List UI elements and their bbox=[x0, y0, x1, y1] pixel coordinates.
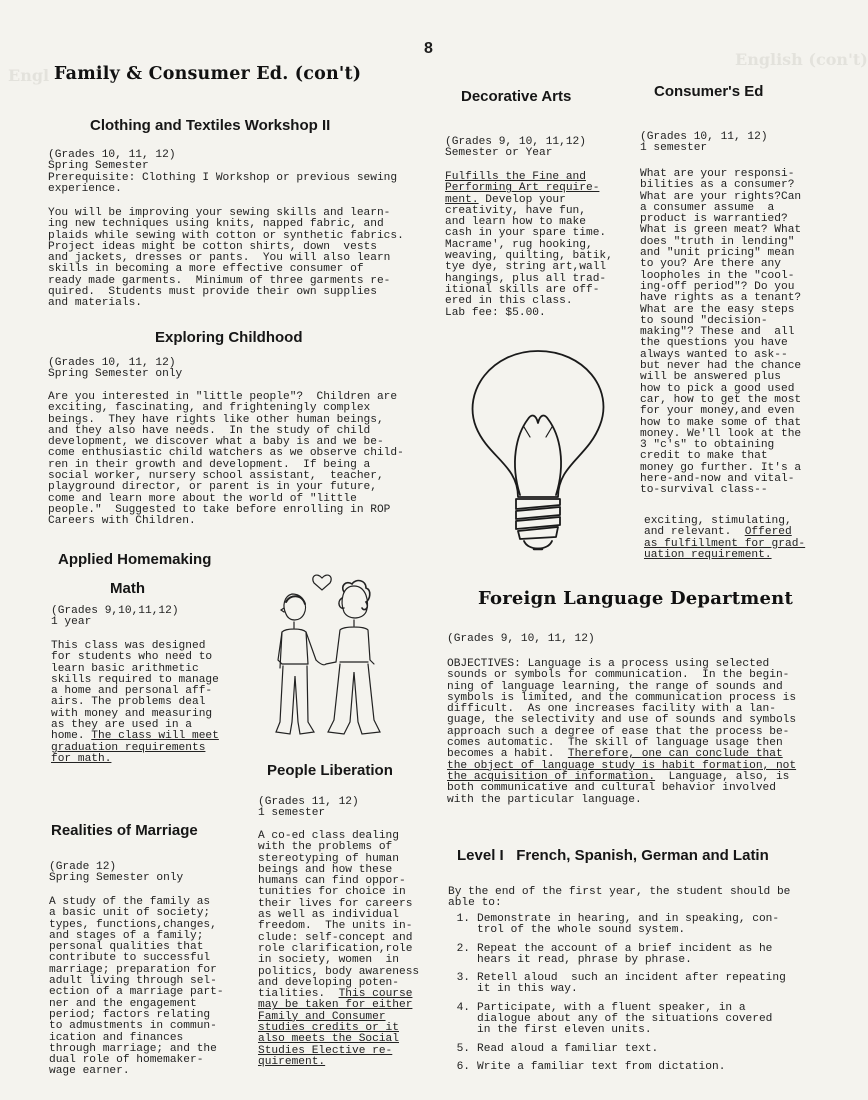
math-title-line1: Applied Homemaking bbox=[58, 551, 212, 568]
objective-item: 3. Retell aloud such an incident after repeating it in this way. bbox=[456, 972, 786, 996]
light-bulb-illustration bbox=[458, 345, 618, 557]
marriage-info: (Grade 12) Spring Semester only bbox=[49, 861, 184, 885]
consumer-ed-description: What are your responsi- bilities as a consumer? What are your rights?Can a consumer assume a product is warrantied? What is green meat? What does "truth in lending" and "unit pricing" mean to you? Are there any loopholes in the "cool- ing-off period"? Do you have rights as a tenant? What are the easy steps to sound "decision- making"? These and all the questions you have always wanted to ask-- but never had the chance will be answered plus how to pick a good used car, how to get the most for your money,and even how to make some of that money. We'll look at the 3 "c's" to obtaining credit to make that money go further. It's a here-and-now and vital- to-survival class-- bbox=[640, 168, 802, 497]
page-header: Family & Consumer Ed. (con't) bbox=[54, 64, 362, 84]
consumer-ed-info: (Grades 10, 11, 12) 1 semester bbox=[640, 131, 768, 155]
people-liberation-title: People Liberation bbox=[267, 762, 393, 779]
marriage-title: Realities of Marriage bbox=[51, 822, 198, 839]
decorative-arts-description: Fulfills the Fine and Performing Art require- ment. Develop your creativity, have fun, and learn how to make cash in your spare time. Macrame', rug hooking, weaving, quilting, batik, tye dye, string art,wall hangings, plus all trad- itional skills are off- ered in this class. Lab fee: $5.00. bbox=[445, 171, 613, 319]
decorative-arts-title: Decorative Arts bbox=[461, 88, 572, 105]
clothing-title: Clothing and Textiles Workshop II bbox=[90, 117, 331, 134]
foreign-language-grades: (Grades 9, 10, 11, 12) bbox=[447, 633, 595, 645]
people-liberation-info: (Grades 11, 12) 1 semester bbox=[258, 796, 359, 820]
objective-item: 4. Participate, with a fluent speaker, in a dialogue about any of the situations covered in the first eleven units. bbox=[456, 1001, 773, 1037]
consumer-ed-title: Consumer's Ed bbox=[654, 83, 764, 100]
people-liberation-description: A co-ed class dealing with the problems of stereotyping of human beings and how these humans can find oppor- tunities for choice in their lives for careers as well as individual freedom. The units in- clude: self-concept and role clarification,role in society, women in politics, body awareness and developing poten- tialities. This course may be taken for either Family and Consumer studies credits or it also meets the Social Studies Elective re- quirement. bbox=[258, 830, 420, 1068]
clothing-description: You will be improving your sewing skills and learn- ing new techniques using knits, napped fabric, and plaids while sewing with cotton or synthetic fabrics. Project ideas might be cotton shirts, down vests and jackets, dresses or pants. You will also learn skills in becoming a more effective consumer of ready made garments. Minimum of three garments re- quired. Students must provide their own supplies and materials. bbox=[48, 207, 404, 310]
level1-title: Level I French, Spanish, German and Latin bbox=[457, 847, 769, 864]
foreign-language-objectives: OBJECTIVES: Language is a process using selected sounds or symbols for communication. In the begin- ning of language learning, the range of sounds and symbols is limited, and the communication process is difficult. As one increases facility with a lan- guage, the selectivity and use of sounds and symbols approach such a degree of ease that the process be- comes automatic. The skill of language usage then becomes a habit. Therefore, one can conclude that the object of language study is habit formation, not the acquisition of information. Language, also, is both communicative and cultural behavior involved with the particular language. bbox=[447, 658, 797, 806]
level1-intro: By the end of the first year, the student should be able to: bbox=[448, 886, 791, 910]
page-number: 8 bbox=[424, 40, 433, 57]
consumer-ed-description-end: exciting, stimulating, and relevant. Offered as fulfillment for grad- uation requirement. bbox=[644, 515, 806, 561]
math-description: This class was designed for students who need to learn basic arithmetic skills required to manage a home and personal aff- airs. The problems deal with money and measuring as they are used in a home. The class will meet graduation requirements for math. bbox=[51, 640, 219, 765]
childhood-description: Are you interested in "little people"? Children are exciting, fascinating, and frighteningly complex beings. They have rights like other human beings, and they also have needs. In the study of child development, we discover what a baby is and we be- come enthusiastic child watchers as we observe child- ren in their growth and development. If being a social worker, nursery school assistant, teacher, playground director, or parent is in your future, come and learn more about the world of "little people." Suggested to take before enrolling in ROP Careers with Children. bbox=[48, 391, 404, 528]
math-info: (Grades 9,10,11,12) 1 year bbox=[51, 605, 179, 629]
level1-objectives bbox=[448, 914, 786, 1080]
couple-illustration bbox=[270, 572, 395, 747]
objective-item: 5. Read aloud a familiar text. bbox=[456, 1042, 659, 1055]
foreign-language-title: Foreign Language Department bbox=[478, 588, 793, 609]
childhood-info: (Grades 10, 11, 12) Spring Semester only bbox=[48, 357, 183, 381]
marriage-description: A study of the family as a basic unit of society; types, functions,changes, and stages of a family; personal qualities that contribute to successful marriage; preparation for adult living through sel- ection of a marriage part- ner and the engagement period; factors relating to admustments in commun- ication and finances through marriage; and the dual role of homemaker- wage earner. bbox=[49, 896, 224, 1078]
childhood-title: Exploring Childhood bbox=[155, 329, 303, 346]
bleed-through-heading: Engl bbox=[8, 66, 50, 85]
decorative-arts-info: (Grades 9, 10, 11,12) Semester or Year bbox=[445, 136, 586, 160]
bleed-through-heading-right: English (con't) bbox=[735, 50, 868, 69]
objective-item: 2. Repeat the account of a brief incident as he hears it read, phrase by phrase. bbox=[456, 942, 773, 966]
math-title-line2: Math bbox=[110, 580, 145, 597]
clothing-info: (Grades 10, 11, 12) Spring Semester Prerequisite: Clothing I Workshop or previous sewing experience. bbox=[48, 149, 398, 195]
objective-item: 1. Demonstrate in hearing, and in speaking, con- trol of the whole sound system. bbox=[456, 913, 780, 937]
objective-item: 6. Write a familiar text from dictation. bbox=[456, 1060, 726, 1073]
